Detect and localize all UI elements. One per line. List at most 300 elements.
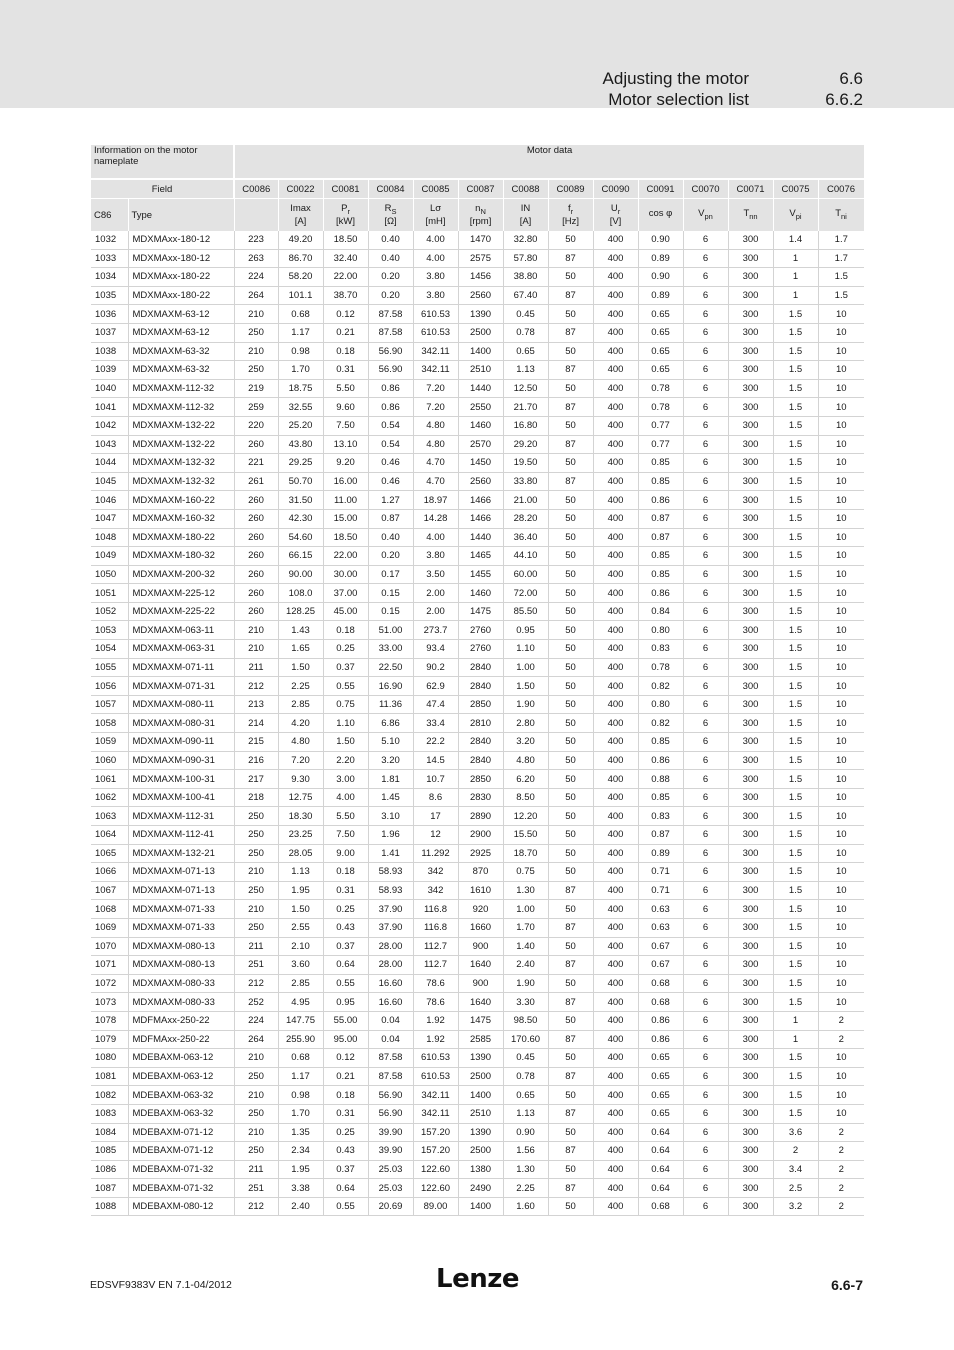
value-cell: 0.85 (638, 565, 683, 584)
value-cell: 0.12 (323, 305, 368, 324)
value-cell: 10 (818, 342, 864, 361)
value-cell: 1.5 (773, 1104, 818, 1123)
value-cell: 0.89 (638, 249, 683, 268)
value-cell: 4.80 (503, 751, 548, 770)
c86-cell: 1079 (91, 1030, 128, 1049)
value-cell: 157.20 (413, 1123, 458, 1142)
value-cell: 6 (683, 1197, 728, 1216)
value-cell: 400 (593, 528, 638, 547)
value-cell: 1610 (458, 881, 503, 900)
value-cell: 0.63 (638, 900, 683, 919)
c86-cell: 1084 (91, 1123, 128, 1142)
c86-cell: 1078 (91, 1011, 128, 1030)
c86-cell: 1048 (91, 528, 128, 547)
value-cell: 2810 (458, 714, 503, 733)
value-cell: 56.90 (368, 1104, 413, 1123)
value-cell: 50 (548, 751, 593, 770)
value-cell: 0.37 (323, 658, 368, 677)
value-cell: 300 (728, 974, 773, 993)
value-cell: 1.5 (773, 323, 818, 342)
value-cell: 300 (728, 1030, 773, 1049)
value-cell: 1470 (458, 231, 503, 249)
value-cell: 260 (234, 435, 278, 454)
param-unit: [Hz] (562, 216, 579, 228)
table-row (91, 1030, 864, 1049)
value-cell: 1.5 (773, 807, 818, 826)
chapter-title: Adjusting the motor (602, 69, 749, 88)
param-header (458, 199, 503, 232)
value-cell: 273.7 (413, 621, 458, 640)
value-cell: 0.68 (638, 974, 683, 993)
value-cell: 0.64 (638, 1179, 683, 1198)
value-cell: 10 (818, 584, 864, 603)
value-cell: 400 (593, 472, 638, 491)
value-cell: 2 (818, 1030, 864, 1049)
value-cell: 60.00 (503, 565, 548, 584)
value-cell: 0.65 (638, 1086, 683, 1105)
motor-selection-table (91, 145, 865, 1216)
value-cell: 6 (683, 1067, 728, 1086)
value-cell: 1.7 (818, 249, 864, 268)
value-cell: 400 (593, 379, 638, 398)
value-cell: 56.90 (368, 1086, 413, 1105)
value-cell: 400 (593, 491, 638, 510)
value-cell: 0.78 (638, 379, 683, 398)
motor-type-cell: MDEBAXM-063-32 (128, 1086, 234, 1105)
value-cell: 87.58 (368, 1067, 413, 1086)
value-cell: 57.80 (503, 249, 548, 268)
value-cell: 2760 (458, 621, 503, 640)
value-cell: 1.00 (503, 658, 548, 677)
value-cell: 0.86 (638, 1030, 683, 1049)
value-cell: 2830 (458, 788, 503, 807)
field-label: Field (91, 179, 234, 199)
value-cell: 6 (683, 509, 728, 528)
value-cell: 1.7 (818, 231, 864, 249)
value-cell: 10 (818, 398, 864, 417)
value-cell: 2890 (458, 807, 503, 826)
value-cell: 50 (548, 788, 593, 807)
value-cell: 6 (683, 788, 728, 807)
value-cell: 0.17 (368, 565, 413, 584)
value-cell: 0.67 (638, 956, 683, 975)
value-cell: 0.15 (368, 602, 413, 621)
param-subscript: N (480, 206, 486, 216)
param-subscript: pn (704, 211, 713, 221)
value-cell: 220 (234, 416, 278, 435)
value-cell: 1 (773, 268, 818, 287)
value-cell: 300 (728, 863, 773, 882)
code-header: C0075 (773, 179, 818, 199)
value-cell: 0.82 (638, 677, 683, 696)
table-row (91, 937, 864, 956)
value-cell: 1.5 (773, 1049, 818, 1068)
value-cell: 1.5 (773, 621, 818, 640)
value-cell: 1.90 (503, 695, 548, 714)
c86-cell: 1060 (91, 751, 128, 770)
value-cell: 1 (773, 1011, 818, 1030)
param-header (638, 199, 683, 232)
value-cell: 2840 (458, 733, 503, 752)
value-cell: 50 (548, 1197, 593, 1216)
value-cell: 2500 (458, 1142, 503, 1161)
value-cell: 400 (593, 231, 638, 249)
param-symbol: n (475, 202, 481, 214)
value-cell: 9.00 (323, 844, 368, 863)
value-cell: 50 (548, 1160, 593, 1179)
value-cell: 10 (818, 454, 864, 473)
value-cell: 1 (773, 249, 818, 268)
value-cell: 2900 (458, 826, 503, 845)
value-cell: 1455 (458, 565, 503, 584)
value-cell: 18.97 (413, 491, 458, 510)
value-cell: 58.93 (368, 881, 413, 900)
value-cell: 0.95 (323, 993, 368, 1012)
param-symbol: V (698, 208, 705, 220)
value-cell: 10 (818, 900, 864, 919)
type-label: Type (128, 199, 234, 232)
value-cell: 0.20 (368, 547, 413, 566)
value-cell: 1.56 (503, 1142, 548, 1161)
value-cell: 0.86 (638, 1011, 683, 1030)
value-cell: 10 (818, 323, 864, 342)
value-cell: 400 (593, 621, 638, 640)
value-cell: 264 (234, 286, 278, 305)
c86-cell: 1082 (91, 1086, 128, 1105)
value-cell: 300 (728, 398, 773, 417)
table-row (91, 974, 864, 993)
value-cell: 6 (683, 1030, 728, 1049)
value-cell: 20.69 (368, 1197, 413, 1216)
c86-cell: 1061 (91, 770, 128, 789)
value-cell: 6 (683, 881, 728, 900)
value-cell: 6 (683, 491, 728, 510)
value-cell: 50 (548, 268, 593, 287)
value-cell: 0.18 (323, 621, 368, 640)
value-cell: 11.00 (323, 491, 368, 510)
motor-type-cell: MDEBAXM-063-12 (128, 1049, 234, 1068)
value-cell: 0.78 (503, 1067, 548, 1086)
value-cell: 0.90 (638, 231, 683, 249)
value-cell: 2850 (458, 770, 503, 789)
value-cell: 1 (773, 286, 818, 305)
c86-cell: 1035 (91, 286, 128, 305)
value-cell: 400 (593, 993, 638, 1012)
value-cell: 300 (728, 770, 773, 789)
value-cell: 2 (818, 1160, 864, 1179)
value-cell: 400 (593, 844, 638, 863)
value-cell: 18.70 (503, 844, 548, 863)
value-cell: 112.7 (413, 956, 458, 975)
group-header-motor-data: Motor data (234, 145, 864, 179)
value-cell: 219 (234, 379, 278, 398)
value-cell: 37.00 (323, 584, 368, 603)
value-cell: 0.65 (503, 342, 548, 361)
value-cell: 300 (728, 361, 773, 380)
value-cell: 400 (593, 714, 638, 733)
value-cell: 6 (683, 361, 728, 380)
value-cell: 50 (548, 621, 593, 640)
value-cell: 6 (683, 918, 728, 937)
value-cell: 50 (548, 454, 593, 473)
value-cell: 16.60 (368, 993, 413, 1012)
value-cell: 900 (458, 974, 503, 993)
code-header: C0088 (503, 179, 548, 199)
value-cell: 260 (234, 491, 278, 510)
value-cell: 25.20 (278, 416, 323, 435)
value-cell: 12 (413, 826, 458, 845)
code-header: C0084 (368, 179, 413, 199)
value-cell: 10 (818, 956, 864, 975)
value-cell: 0.80 (638, 621, 683, 640)
value-cell: 218 (234, 788, 278, 807)
value-cell: 1.41 (368, 844, 413, 863)
value-cell: 1.5 (773, 528, 818, 547)
value-cell: 1.92 (413, 1030, 458, 1049)
c86-cell: 1066 (91, 863, 128, 882)
value-cell: 1.90 (503, 974, 548, 993)
value-cell: 251 (234, 956, 278, 975)
value-cell: 1.5 (773, 342, 818, 361)
value-cell: 10 (818, 547, 864, 566)
value-cell: 6 (683, 658, 728, 677)
value-cell: 342 (413, 881, 458, 900)
value-cell: 5.50 (323, 379, 368, 398)
value-cell: 1.5 (773, 900, 818, 919)
motor-type-cell: MDXMAXM-071-33 (128, 918, 234, 937)
value-cell: 0.77 (638, 416, 683, 435)
table-row (91, 640, 864, 659)
value-cell: 6 (683, 602, 728, 621)
value-cell: 0.87 (368, 509, 413, 528)
c86-cell: 1059 (91, 733, 128, 752)
value-cell: 29.25 (278, 454, 323, 473)
document-id: EDSVF9383V EN 7.1-04/2012 (90, 1279, 232, 1291)
value-cell: 10 (818, 565, 864, 584)
table-row (91, 1179, 864, 1198)
c86-cell: 1044 (91, 454, 128, 473)
value-cell: 10 (818, 361, 864, 380)
value-cell: 13.10 (323, 435, 368, 454)
value-cell: 6.20 (503, 770, 548, 789)
value-cell: 25.03 (368, 1179, 413, 1198)
value-cell: 300 (728, 305, 773, 324)
c86-cell: 1057 (91, 695, 128, 714)
value-cell: 10 (818, 677, 864, 696)
value-cell: 400 (593, 1067, 638, 1086)
value-cell: 10.7 (413, 770, 458, 789)
value-cell: 3.2 (773, 1197, 818, 1216)
value-cell: 260 (234, 584, 278, 603)
value-cell: 0.20 (368, 286, 413, 305)
value-cell: 87 (548, 1030, 593, 1049)
param-unit: [Ω] (384, 216, 397, 228)
motor-type-cell: MDXMAXM-132-22 (128, 416, 234, 435)
value-cell: 264 (234, 1030, 278, 1049)
value-cell: 0.40 (368, 528, 413, 547)
value-cell: 1.5 (773, 640, 818, 659)
value-cell: 0.65 (638, 361, 683, 380)
table-row (91, 286, 864, 305)
value-cell: 0.65 (638, 323, 683, 342)
motor-type-cell: MDXMAXM-132-32 (128, 454, 234, 473)
value-cell: 2 (818, 1197, 864, 1216)
value-cell: 610.53 (413, 1049, 458, 1068)
table-row (91, 1142, 864, 1161)
value-cell: 300 (728, 231, 773, 249)
motor-type-cell: MDXMAXM-63-32 (128, 342, 234, 361)
value-cell: 33.00 (368, 640, 413, 659)
value-cell: 4.00 (413, 528, 458, 547)
value-cell: 14.5 (413, 751, 458, 770)
value-cell: 87 (548, 323, 593, 342)
value-cell: 55.00 (323, 1011, 368, 1030)
value-cell: 2840 (458, 677, 503, 696)
value-cell: 300 (728, 342, 773, 361)
value-cell: 1466 (458, 491, 503, 510)
value-cell: 300 (728, 658, 773, 677)
value-cell: 3.80 (413, 268, 458, 287)
value-cell: 50 (548, 602, 593, 621)
value-cell: 210 (234, 342, 278, 361)
value-cell: 250 (234, 1067, 278, 1086)
value-cell: 0.31 (323, 361, 368, 380)
table-row (91, 788, 864, 807)
value-cell: 1.30 (503, 1160, 548, 1179)
motor-type-cell: MDXMAXM-63-12 (128, 323, 234, 342)
value-cell: 300 (728, 1104, 773, 1123)
value-cell: 1.5 (773, 454, 818, 473)
value-cell: 78.6 (413, 993, 458, 1012)
value-cell: 300 (728, 881, 773, 900)
value-cell: 400 (593, 565, 638, 584)
motor-type-cell: MDXMAXM-225-12 (128, 584, 234, 603)
value-cell: 1.17 (278, 1067, 323, 1086)
value-cell: 0.85 (638, 788, 683, 807)
value-cell: 400 (593, 584, 638, 603)
value-cell: 300 (728, 268, 773, 287)
value-cell: 400 (593, 1030, 638, 1049)
table-row (91, 398, 864, 417)
value-cell: 50 (548, 342, 593, 361)
value-cell: 1.40 (503, 937, 548, 956)
value-cell: 0.64 (638, 1142, 683, 1161)
value-cell: 6 (683, 1160, 728, 1179)
value-cell: 50 (548, 937, 593, 956)
value-cell: 300 (728, 323, 773, 342)
value-cell: 6 (683, 1123, 728, 1142)
param-header (323, 199, 368, 232)
param-symbol: P (341, 202, 348, 214)
value-cell: 50 (548, 807, 593, 826)
code-header: C0081 (323, 179, 368, 199)
value-cell: 212 (234, 1197, 278, 1216)
value-cell: 2 (773, 1142, 818, 1161)
value-cell: 0.86 (638, 584, 683, 603)
table-row (91, 956, 864, 975)
value-cell: 1.5 (773, 1086, 818, 1105)
value-cell: 10 (818, 379, 864, 398)
value-cell: 10 (818, 695, 864, 714)
table-row (91, 1067, 864, 1086)
value-cell: 50 (548, 770, 593, 789)
value-cell: 300 (728, 491, 773, 510)
c86-cell: 1047 (91, 509, 128, 528)
value-cell: 255.90 (278, 1030, 323, 1049)
value-cell: 300 (728, 993, 773, 1012)
value-cell: 2585 (458, 1030, 503, 1049)
table-row (91, 677, 864, 696)
value-cell: 50 (548, 1123, 593, 1142)
value-cell: 0.40 (368, 249, 413, 268)
value-cell: 2550 (458, 398, 503, 417)
value-cell: 49.20 (278, 231, 323, 249)
value-cell: 0.65 (638, 1049, 683, 1068)
c86-label: C86 (91, 199, 128, 232)
value-cell: 0.46 (368, 454, 413, 473)
value-cell: 87 (548, 918, 593, 937)
value-cell: 211 (234, 937, 278, 956)
value-cell: 0.98 (278, 1086, 323, 1105)
value-cell: 6 (683, 677, 728, 696)
value-cell: 210 (234, 863, 278, 882)
value-cell: 6 (683, 714, 728, 733)
value-cell: 0.63 (638, 918, 683, 937)
value-cell: 300 (728, 621, 773, 640)
value-cell: 223 (234, 231, 278, 249)
table-row (91, 454, 864, 473)
table-row (91, 268, 864, 287)
value-cell: 610.53 (413, 305, 458, 324)
value-cell: 0.89 (638, 844, 683, 863)
motor-type-cell: MDEBAXM-071-12 (128, 1123, 234, 1142)
value-cell: 1.5 (773, 547, 818, 566)
value-cell: 300 (728, 937, 773, 956)
table-row (91, 863, 864, 882)
value-cell: 400 (593, 323, 638, 342)
param-header (683, 199, 728, 232)
value-cell: 147.75 (278, 1011, 323, 1030)
value-cell: 0.87 (638, 528, 683, 547)
value-cell: 400 (593, 286, 638, 305)
value-cell: 2.40 (503, 956, 548, 975)
value-cell: 50 (548, 863, 593, 882)
value-cell: 0.31 (323, 1104, 368, 1123)
value-cell: 50 (548, 565, 593, 584)
value-cell: 250 (234, 361, 278, 380)
value-cell: 0.18 (323, 863, 368, 882)
value-cell: 1380 (458, 1160, 503, 1179)
value-cell: 6 (683, 807, 728, 826)
value-cell: 6 (683, 621, 728, 640)
motor-type-cell: MDXMAXM-160-32 (128, 509, 234, 528)
value-cell: 0.68 (638, 993, 683, 1012)
c86-cell: 1087 (91, 1179, 128, 1198)
value-cell: 28.00 (368, 956, 413, 975)
c86-cell: 1083 (91, 1104, 128, 1123)
param-header (818, 199, 864, 232)
value-cell: 0.82 (638, 714, 683, 733)
motor-type-cell: MDXMAXM-132-22 (128, 435, 234, 454)
value-cell: 32.55 (278, 398, 323, 417)
table-row (91, 584, 864, 603)
value-cell: 400 (593, 863, 638, 882)
value-cell: 31.50 (278, 491, 323, 510)
value-cell: 50 (548, 231, 593, 249)
value-cell: 212 (234, 974, 278, 993)
value-cell: 108.0 (278, 584, 323, 603)
value-cell: 87 (548, 1179, 593, 1198)
